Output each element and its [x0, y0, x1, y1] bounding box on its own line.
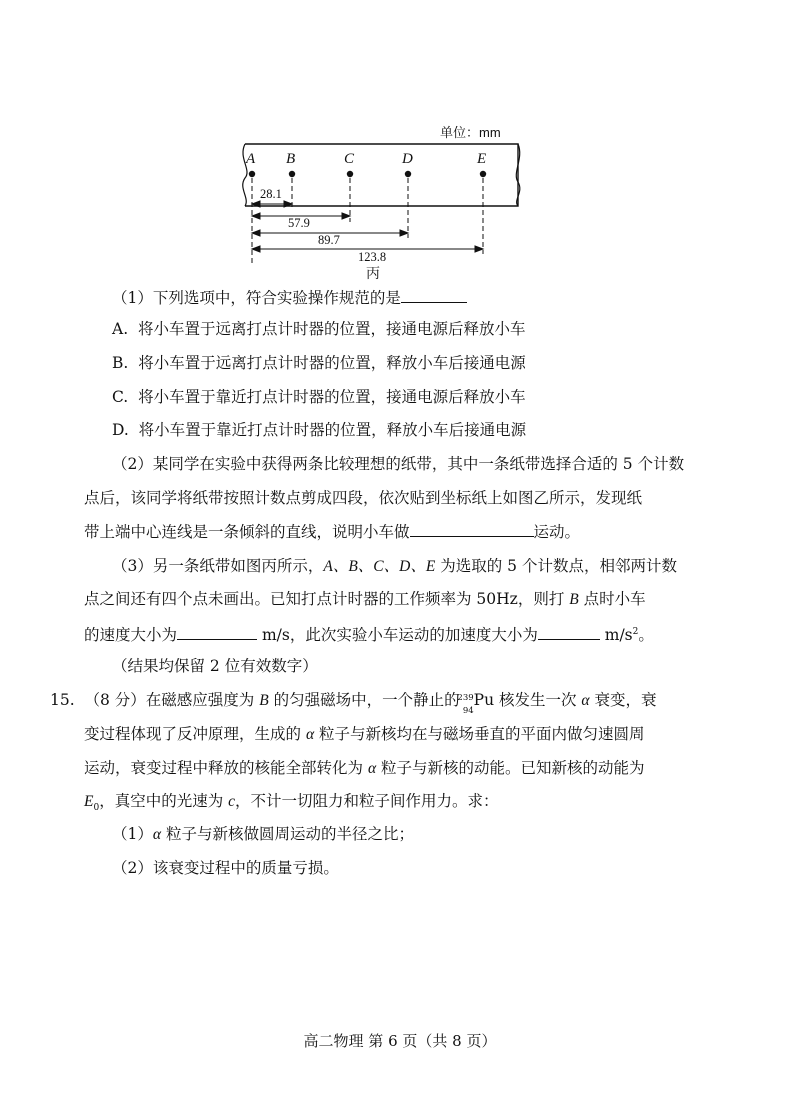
- question-number: 15.: [50, 691, 75, 709]
- point-label-D: D: [402, 151, 413, 167]
- tape-diagram: [230, 118, 530, 288]
- figure-bing: [230, 118, 530, 288]
- dot-A: [249, 171, 255, 177]
- answer-blank-4[interactable]: [538, 625, 600, 640]
- option-c: C. 将小车置于靠近打点计时器的位置，接通电源后释放小车: [112, 388, 526, 406]
- distance-label-AC: 57.9: [288, 216, 310, 230]
- point-label-E: E: [477, 151, 487, 167]
- q15-line1: 15. （8 分）在磁感应强度为 B 的匀强磁场中，一个静止的 239 94 Pu 核发生一次 α 衰变，衰: [50, 691, 657, 716]
- point-label-B: B: [286, 151, 296, 167]
- distance-label-AD: 89.7: [318, 233, 340, 247]
- q15-line3: 运动，衰变过程中释放的核能全部转化为 α 粒子与新核的动能。已知新核的动能为: [84, 759, 645, 777]
- figure-caption: 丙: [366, 266, 380, 282]
- distance-label-AE: 123.8: [358, 250, 387, 264]
- option-d: D. 将小车置于靠近打点计时器的位置，释放小车后接通电源: [112, 421, 527, 439]
- dot-E: [480, 171, 486, 177]
- answer-blank-2[interactable]: [410, 522, 534, 537]
- q15-line4: $E_0$，真空中的光速为 c，不计一切阻力和粒子间作用力。求：: [84, 792, 499, 814]
- page-footer: 高二物理 第 6 页（共 8 页）: [303, 1032, 497, 1050]
- nuclide-pu239: 239 94: [457, 693, 474, 716]
- q14-part3-line1: （3）另一条纸带如图丙所示，A、B、C、D、E 为选取的 5 个计数点，相邻两计数: [112, 557, 677, 575]
- unit-label: 单位：mm: [440, 125, 501, 140]
- q14-part3-line2: 点之间还有四个点未画出。已知打点计时器的工作频率为 50Hz，则打 B 点时小车: [84, 590, 646, 608]
- dot-B: [289, 171, 295, 177]
- q15-sub1: （1）α 粒子与新核做圆周运动的半径之比；: [112, 825, 414, 843]
- distance-label-AB: 28.1: [260, 187, 282, 201]
- q14-part2-line2: 点后，该同学将纸带按照计数点剪成四段，依次贴到坐标纸上如图乙所示，发现纸: [84, 489, 643, 507]
- option-b: B. 将小车置于远离打点计时器的位置，释放小车后接通电源: [112, 354, 526, 372]
- point-label-A: A: [246, 151, 256, 167]
- q15-sub2: （2）该衰变过程中的质量亏损。: [112, 859, 339, 877]
- q15-line2: 变过程体现了反冲原理，生成的 α 粒子与新核均在与磁场垂直的平面内做匀速圆周: [84, 725, 645, 743]
- dot-D: [405, 171, 411, 177]
- q14-part1: （1）下列选项中，符合实验操作规范的是: [112, 287, 467, 309]
- q14-part3-line4: （结果均保留 2 位有效数字）: [112, 657, 318, 675]
- answer-blank-3[interactable]: [177, 625, 257, 640]
- point-label-C: C: [344, 151, 355, 167]
- option-a: A. 将小车置于远离打点计时器的位置，接通电源后释放小车: [112, 320, 526, 338]
- answer-blank-1[interactable]: [401, 288, 467, 303]
- dot-C: [347, 171, 353, 177]
- q14-part2-line1: （2）某同学在实验中获得两条比较理想的纸带，其中一条纸带选择合适的 5 个计数: [112, 455, 685, 473]
- q14-part3-line3: 的速度大小为 m/s，此次实验小车运动的加速度大小为 $m/s^2$。: [84, 626, 654, 645]
- q14-part2-line3: 带上端中心连线是一条倾斜的直线，说明小车做 运动。: [84, 523, 581, 541]
